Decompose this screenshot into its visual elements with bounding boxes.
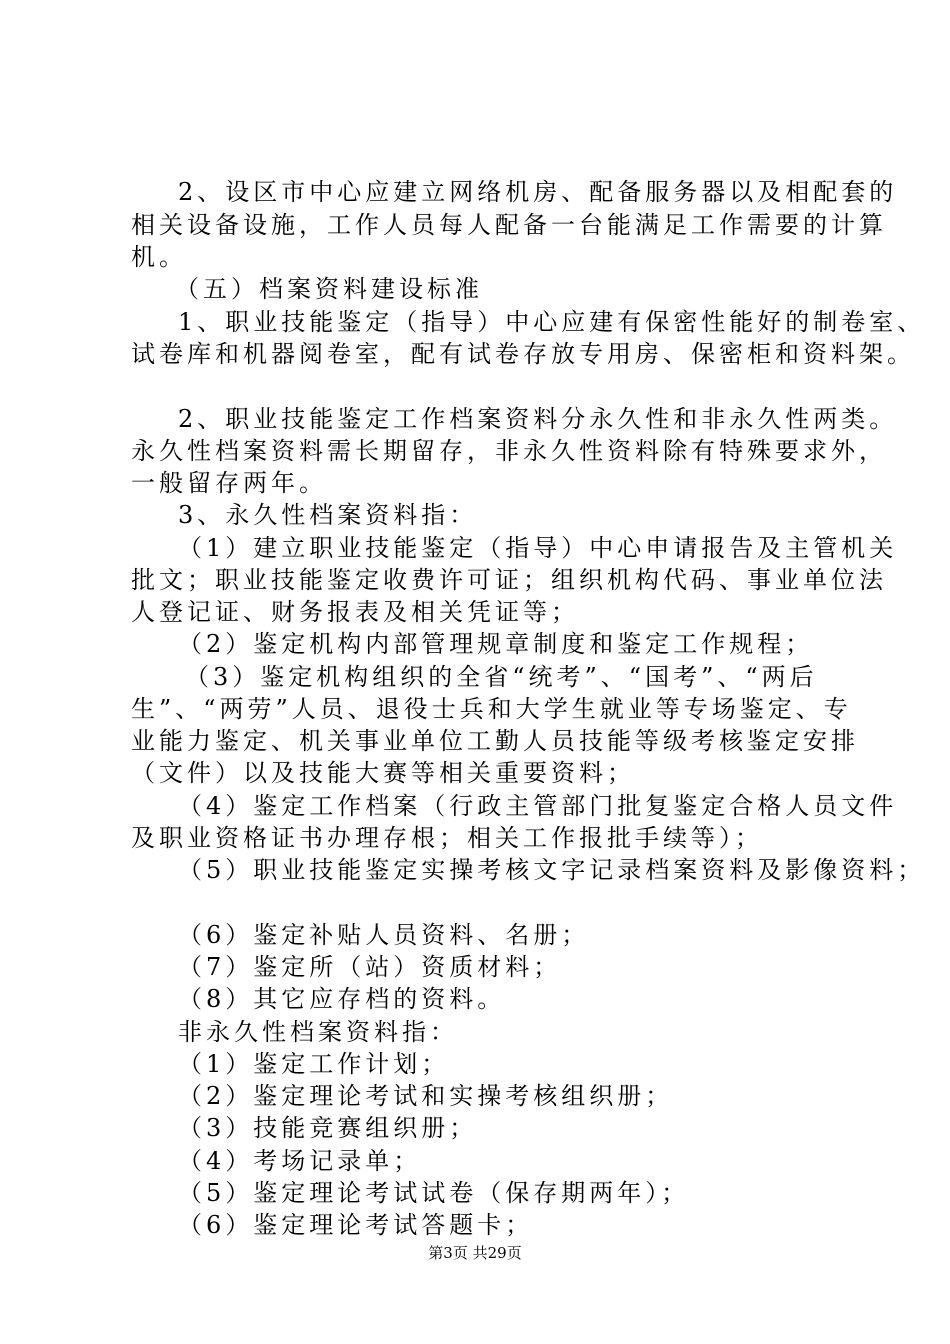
text-line: 3、永久性档案资料指： <box>178 501 478 529</box>
text-line: 批文；职业技能鉴定收费许可证；组织机构代码、事业单位法 <box>131 566 887 594</box>
text-line: （文件）以及技能大赛等相关重要资料； <box>131 759 635 787</box>
text-line: （4）鉴定工作档案（行政主管部门批复鉴定合格人员文件 <box>178 792 898 820</box>
section-heading: （五）档案资料建设标准 <box>175 275 483 303</box>
text-line: （1）鉴定工作计划； <box>178 1050 450 1078</box>
text-line: （8）其它应存档的资料。 <box>178 985 506 1013</box>
text-line: （3）鉴定机构组织的全省“统考”、“国考”、“两后 <box>185 663 818 691</box>
text-line: 及职业资格证书办理存根；相关工作报批手续等）； <box>131 824 763 852</box>
text-line: 业能力鉴定、机关事业单位工勤人员技能等级考核鉴定安排 <box>131 727 859 755</box>
text-line: （6）鉴定补贴人员资料、名册； <box>178 921 590 949</box>
text-line: 2、设区市中心应建立网络机房、配备服务器以及相配套的 <box>178 178 898 206</box>
text-line: 永久性档案资料需长期留存，非永久性资料除有特殊要求外， <box>131 437 887 465</box>
text-line: （1）建立职业技能鉴定（指导）中心申请报告及主管机关 <box>178 534 898 562</box>
text-line: 生”、“两劳”人员、退役士兵和大学生就业等专场鉴定、专 <box>131 695 852 723</box>
text-line: （6）鉴定理论考试答题卡； <box>178 1211 534 1239</box>
text-line: 1、职业技能鉴定（指导）中心应建有保密性能好的制卷室、 <box>178 308 926 336</box>
text-line: （2）鉴定机构内部管理规章制度和鉴定工作规程； <box>178 630 814 658</box>
text-line: 相关设备设施，工作人员每人配备一台能满足工作需要的计算 <box>131 211 887 239</box>
text-line: 人登记证、财务报表及相关凭证等； <box>131 598 579 626</box>
text-line: 2、职业技能鉴定工作档案资料分永久性和非永久性两类。 <box>178 405 898 433</box>
page-number-footer: 第3页 共29页 <box>428 1244 522 1262</box>
text-line: 机。 <box>131 243 187 271</box>
text-line: 一般留存两年。 <box>131 469 327 497</box>
text-line: 非永久性档案资料指： <box>178 1018 458 1046</box>
text-line: （7）鉴定所（站）资质材料； <box>178 953 562 981</box>
text-line: （5）鉴定理论考试试卷（保存期两年）； <box>178 1179 690 1207</box>
text-line: 试卷库和机器阅卷室，配有试卷存放专用房、保密柜和资料架。 <box>131 340 915 368</box>
text-line: （3）技能竞赛组织册； <box>178 1114 478 1142</box>
text-line: （5）职业技能鉴定实操考核文字记录档案资料及影像资料； <box>178 856 926 884</box>
text-line: （2）鉴定理论考试和实操考核组织册； <box>178 1082 674 1110</box>
text-line: （4）考场记录单； <box>178 1147 422 1175</box>
